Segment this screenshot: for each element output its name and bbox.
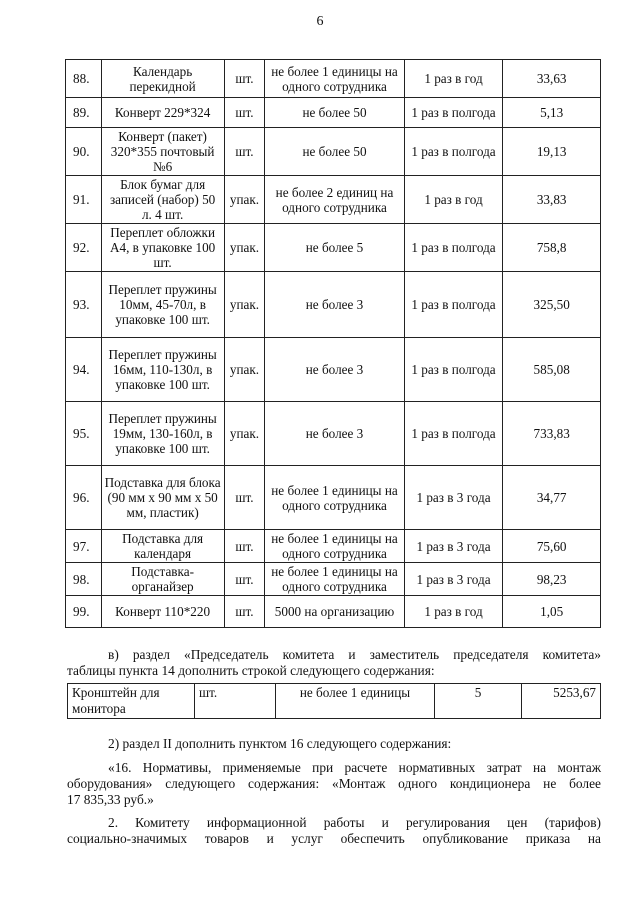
added-row-name: Кронштейн для монитора [68,684,195,719]
row-price: 585,08 [503,338,601,402]
row-norm: не более 1 единицы на одного сотрудника [265,60,404,98]
row-price: 325,50 [503,272,601,338]
row-price: 758,8 [503,224,601,272]
row-unit: шт. [224,98,265,128]
row-name: Подставка для календаря [101,530,224,563]
table-row [66,402,601,466]
row-norm: не более 50 [265,128,404,176]
row-norm: не более 1 единицы на одного сотрудника [265,466,404,530]
row-period: 1 раз в год [404,596,503,628]
row-price: 19,13 [503,128,601,176]
row-number: 90. [66,128,102,176]
row-period: 1 раз в полгода [404,272,503,338]
row-norm: не более 5 [265,224,404,272]
row-name: Переплет пружины 16мм, 110-130л, в упаковке 100 шт. [101,338,224,402]
norms-table [65,59,601,628]
row-price: 33,83 [503,176,601,224]
row-number: 88. [66,60,102,98]
row-name: Подставка-органайзер [101,563,224,596]
row-norm: не более 3 [265,402,404,466]
row-number: 98. [66,563,102,596]
row-norm: не более 1 единицы на одного сотрудника [265,530,404,563]
row-norm: не более 2 единиц на одного сотрудника [265,176,404,224]
table-row [66,563,601,596]
row-price: 34,77 [503,466,601,530]
row-unit: шт. [224,466,265,530]
row-number: 93. [66,272,102,338]
row-name: Конверт 229*324 [101,98,224,128]
row-unit: шт. [224,128,265,176]
row-period: 1 раз в год [404,60,503,98]
row-norm: не более 50 [265,98,404,128]
row-number: 94. [66,338,102,402]
table-row [66,466,601,530]
row-price: 733,83 [503,402,601,466]
table-row [66,272,601,338]
item-16-line2: оборудования» следующего содержания: «Монтаж одного кондиционера не более [67,776,601,791]
row-name: Подставка для блока (90 мм х 90 мм х 50 мм, пластик) [101,466,224,530]
table-row [66,60,601,98]
row-name: Календарь перекидной [101,60,224,98]
table-row [66,98,601,128]
paragraph-2-line2: социально-значимых товаров и услуг обеспечить опубликование приказа на [67,831,601,846]
added-row-table [67,683,601,719]
row-norm: 5000 на организацию [265,596,404,628]
row-norm: не более 1 единицы на одного сотрудника [265,563,404,596]
row-number: 96. [66,466,102,530]
item-2-text: 2) раздел II дополнить пунктом 16 следующего содержания: [108,736,452,751]
row-number: 97. [66,530,102,563]
section-v-text-line1: в) раздел «Председатель комитета и заместитель председателя комитета» [108,647,601,662]
row-number: 89. [66,98,102,128]
section-v-text-line2: таблицы пункта 14 дополнить строкой следующего содержания: [67,663,435,678]
row-number: 91. [66,176,102,224]
row-period: 1 раз в полгода [404,402,503,466]
row-unit: упак. [224,224,265,272]
row-name: Переплет пружины 10мм, 45-70л, в упаковке 100 шт. [101,272,224,338]
row-unit: упак. [224,402,265,466]
table-row [66,596,601,628]
row-number: 99. [66,596,102,628]
row-unit: шт. [224,530,265,563]
row-name: Блок бумаг для записей (набор) 50 л. 4 шт. [101,176,224,224]
row-period: 1 раз в 3 года [404,563,503,596]
row-unit: упак. [224,338,265,402]
row-price: 98,23 [503,563,601,596]
row-number: 95. [66,402,102,466]
row-period: 1 раз в полгода [404,98,503,128]
table-row [68,684,601,719]
item-16-line3: 17 835,33 руб.» [67,792,154,807]
item-16-line1: «16. Нормативы, применяемые при расчете нормативных затрат на монтаж [108,760,601,775]
row-period: 1 раз в полгода [404,128,503,176]
table-row [66,224,601,272]
row-name: Переплет обложки А4, в упаковке 100 шт. [101,224,224,272]
row-period: 1 раз в год [404,176,503,224]
table-row [66,176,601,224]
added-row-qty: 5 [435,684,522,719]
row-unit: шт. [224,563,265,596]
row-name: Конверт 110*220 [101,596,224,628]
row-unit: упак. [224,272,265,338]
row-price: 5,13 [503,98,601,128]
row-unit: шт. [224,60,265,98]
row-name: Конверт (пакет) 320*355 почтовый №6 [101,128,224,176]
row-price: 75,60 [503,530,601,563]
row-price: 33,63 [503,60,601,98]
table-row [66,338,601,402]
row-norm: не более 3 [265,338,404,402]
row-price: 1,05 [503,596,601,628]
row-unit: шт. [224,596,265,628]
row-name: Переплет пружины 19мм, 130-160л, в упаковке 100 шт. [101,402,224,466]
table-row [66,128,601,176]
paragraph-2-line1: 2. Комитету информационной работы и регулирования цен (тарифов) [108,815,601,830]
page-number: 6 [316,14,324,29]
norms-table-body [66,60,601,628]
table-row [66,530,601,563]
row-period: 1 раз в полгода [404,224,503,272]
added-row-unit: шт. [195,684,276,719]
row-norm: не более 3 [265,272,404,338]
row-period: 1 раз в полгода [404,338,503,402]
row-period: 1 раз в 3 года [404,530,503,563]
row-unit: упак. [224,176,265,224]
added-row-price: 5253,67 [522,684,601,719]
row-number: 92. [66,224,102,272]
row-period: 1 раз в 3 года [404,466,503,530]
added-row-norm: не более 1 единицы [276,684,435,719]
